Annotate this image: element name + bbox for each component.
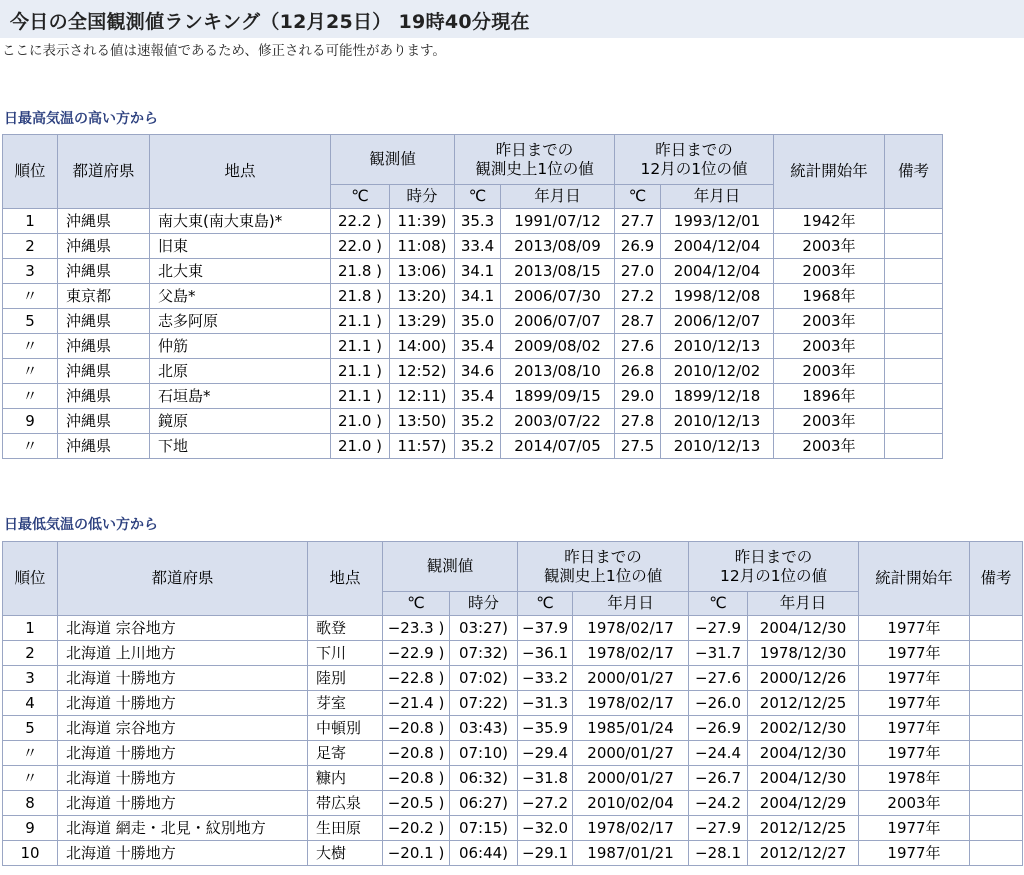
table-row — [3, 259, 943, 284]
rank-cell: 4 — [3, 691, 58, 716]
observed-time-cell: 06:32) — [450, 766, 518, 791]
header-remarks: 備考 — [885, 135, 943, 209]
prefecture-cell: 北海道 宗谷地方 — [58, 616, 308, 641]
historical-date-cell: 1899/09/15 — [501, 384, 615, 409]
place-cell: 北大東 — [150, 259, 331, 284]
historical-date-cell: 2010/02/04 — [573, 791, 689, 816]
header-december-record: 昨日までの 12月の1位の値 — [689, 542, 859, 592]
start-year-cell: 1977年 — [859, 841, 970, 866]
prefecture-cell: 東京都 — [58, 284, 150, 309]
historical-value-cell: −33.2 — [518, 666, 573, 691]
rank-cell: 2 — [3, 641, 58, 666]
place-cell: 大樹 — [308, 841, 383, 866]
observed-value-cell: −20.1 ) — [383, 841, 450, 866]
historical-date-cell: 2013/08/15 — [501, 259, 615, 284]
remarks-cell — [885, 384, 943, 409]
observed-time-cell: 07:32) — [450, 641, 518, 666]
place-cell: 足寄 — [308, 741, 383, 766]
historical-value-cell: −29.4 — [518, 741, 573, 766]
header-prefecture: 都道府県 — [58, 135, 150, 209]
prefecture-cell: 北海道 十勝地方 — [58, 691, 308, 716]
observed-time-cell: 07:15) — [450, 816, 518, 841]
observed-time-cell: 03:27) — [450, 616, 518, 641]
header-rank: 順位 — [3, 542, 58, 616]
rank-cell: 1 — [3, 209, 58, 234]
start-year-cell: 2003年 — [859, 791, 970, 816]
page-title: 今日の全国観測値ランキング（12月25日） 19時40分現在 — [10, 11, 530, 33]
prefecture-cell: 沖縄県 — [58, 384, 150, 409]
remarks-cell — [970, 666, 1023, 691]
section-heading-max: 日最高気温の高い方から — [4, 111, 158, 127]
observed-value-cell: −20.8 ) — [383, 766, 450, 791]
observed-time-cell: 07:02) — [450, 666, 518, 691]
subheader-time: 時分 — [390, 185, 455, 209]
table-row — [3, 741, 1023, 766]
table-row — [3, 616, 1023, 641]
table-row — [3, 691, 1023, 716]
december-date-cell: 2006/12/07 — [661, 309, 774, 334]
start-year-cell: 2003年 — [774, 259, 885, 284]
prefecture-cell: 沖縄県 — [58, 434, 150, 459]
december-date-cell: 2004/12/30 — [748, 766, 859, 791]
subheader-date: 年月日 — [501, 185, 615, 209]
table-row — [3, 409, 943, 434]
table-row — [3, 716, 1023, 741]
subheader-deg: ℃ — [331, 185, 390, 209]
remarks-cell — [970, 641, 1023, 666]
table-row — [3, 234, 943, 259]
start-year-cell: 1977年 — [859, 691, 970, 716]
rank-cell: 〃 — [3, 359, 58, 384]
start-year-cell: 1977年 — [859, 816, 970, 841]
december-value-cell: 27.2 — [615, 284, 661, 309]
december-date-cell: 2004/12/04 — [661, 259, 774, 284]
remarks-cell — [970, 716, 1023, 741]
table-row — [3, 666, 1023, 691]
header-start-year: 統計開始年 — [774, 135, 885, 209]
observed-time-cell: 11:08) — [390, 234, 455, 259]
observed-value-cell: −23.3 ) — [383, 616, 450, 641]
remarks-cell — [885, 284, 943, 309]
observed-time-cell: 13:06) — [390, 259, 455, 284]
start-year-cell: 1968年 — [774, 284, 885, 309]
historical-date-cell: 2003/07/22 — [501, 409, 615, 434]
december-date-cell: 2010/12/02 — [661, 359, 774, 384]
header-observed: 観測値 — [331, 135, 455, 185]
observed-value-cell: 21.8 ) — [331, 284, 390, 309]
rank-cell: 〃 — [3, 284, 58, 309]
observed-value-cell: 21.0 ) — [331, 409, 390, 434]
start-year-cell: 1977年 — [859, 616, 970, 641]
observed-value-cell: −20.8 ) — [383, 741, 450, 766]
prefecture-cell: 沖縄県 — [58, 334, 150, 359]
historical-value-cell: −32.0 — [518, 816, 573, 841]
historical-date-cell: 2014/07/05 — [501, 434, 615, 459]
historical-date-cell: 2006/07/30 — [501, 284, 615, 309]
december-value-cell: −26.0 — [689, 691, 748, 716]
place-cell: 歌登 — [308, 616, 383, 641]
historical-value-cell: 34.1 — [455, 284, 501, 309]
subheader-deg: ℃ — [383, 592, 450, 616]
ranking-table-min — [2, 541, 1023, 866]
historical-date-cell: 2009/08/02 — [501, 334, 615, 359]
start-year-cell: 2003年 — [774, 234, 885, 259]
start-year-cell: 2003年 — [774, 309, 885, 334]
place-cell: 父島* — [150, 284, 331, 309]
historical-date-cell: 1991/07/12 — [501, 209, 615, 234]
historical-date-cell: 2013/08/10 — [501, 359, 615, 384]
observed-value-cell: 22.0 ) — [331, 234, 390, 259]
observed-value-cell: 21.1 ) — [331, 359, 390, 384]
rank-cell: 9 — [3, 816, 58, 841]
historical-date-cell: 2006/07/07 — [501, 309, 615, 334]
subheader-date: 年月日 — [748, 592, 859, 616]
historical-value-cell: 34.1 — [455, 259, 501, 284]
historical-value-cell: −36.1 — [518, 641, 573, 666]
historical-value-cell: −31.3 — [518, 691, 573, 716]
december-date-cell: 1993/12/01 — [661, 209, 774, 234]
place-cell: 糠内 — [308, 766, 383, 791]
december-value-cell: 27.5 — [615, 434, 661, 459]
remarks-cell — [885, 334, 943, 359]
observed-value-cell: 22.2 ) — [331, 209, 390, 234]
historical-value-cell: 35.3 — [455, 209, 501, 234]
observed-time-cell: 11:57) — [390, 434, 455, 459]
december-value-cell: −24.4 — [689, 741, 748, 766]
table-row — [3, 434, 943, 459]
december-date-cell: 2010/12/13 — [661, 409, 774, 434]
historical-value-cell: 35.2 — [455, 409, 501, 434]
subheader-deg: ℃ — [455, 185, 501, 209]
header-remarks: 備考 — [970, 542, 1023, 616]
remarks-cell — [885, 259, 943, 284]
observed-value-cell: 21.1 ) — [331, 334, 390, 359]
place-cell: 帯広泉 — [308, 791, 383, 816]
start-year-cell: 1977年 — [859, 641, 970, 666]
subheader-deg: ℃ — [689, 592, 748, 616]
historical-date-cell: 1987/01/21 — [573, 841, 689, 866]
historical-value-cell: 35.4 — [455, 384, 501, 409]
remarks-cell — [970, 691, 1023, 716]
december-date-cell: 2010/12/13 — [661, 334, 774, 359]
observed-time-cell: 13:20) — [390, 284, 455, 309]
historical-date-cell: 1978/02/17 — [573, 816, 689, 841]
place-cell: 旧東 — [150, 234, 331, 259]
header-historical-record: 昨日までの 観測史上1位の値 — [455, 135, 615, 185]
place-cell: 芽室 — [308, 691, 383, 716]
december-value-cell: −27.6 — [689, 666, 748, 691]
december-value-cell: −26.9 — [689, 716, 748, 741]
observed-value-cell: 21.8 ) — [331, 259, 390, 284]
place-cell: 生田原 — [308, 816, 383, 841]
december-date-cell: 2004/12/30 — [748, 741, 859, 766]
rank-cell: 5 — [3, 309, 58, 334]
observed-time-cell: 12:52) — [390, 359, 455, 384]
subheader-date: 年月日 — [661, 185, 774, 209]
start-year-cell: 2003年 — [774, 359, 885, 384]
historical-date-cell: 1978/02/17 — [573, 616, 689, 641]
historical-value-cell: −37.9 — [518, 616, 573, 641]
remarks-cell — [970, 791, 1023, 816]
historical-date-cell: 2000/01/27 — [573, 741, 689, 766]
observed-value-cell: 21.1 ) — [331, 309, 390, 334]
historical-date-cell: 1985/01/24 — [573, 716, 689, 741]
prefecture-cell: 沖縄県 — [58, 234, 150, 259]
start-year-cell: 1978年 — [859, 766, 970, 791]
subheader-time: 時分 — [450, 592, 518, 616]
start-year-cell: 1977年 — [859, 741, 970, 766]
table-row — [3, 816, 1023, 841]
observed-value-cell: 21.1 ) — [331, 384, 390, 409]
ranking-table-max — [2, 134, 943, 459]
place-cell: 中頓別 — [308, 716, 383, 741]
prefecture-cell: 沖縄県 — [58, 259, 150, 284]
observed-time-cell: 13:50) — [390, 409, 455, 434]
december-date-cell: 1978/12/30 — [748, 641, 859, 666]
december-value-cell: 26.9 — [615, 234, 661, 259]
historical-value-cell: 35.0 — [455, 309, 501, 334]
rank-cell: 3 — [3, 666, 58, 691]
december-value-cell: 29.0 — [615, 384, 661, 409]
observed-time-cell: 03:43) — [450, 716, 518, 741]
rank-cell: 9 — [3, 409, 58, 434]
rank-cell: 3 — [3, 259, 58, 284]
table-row — [3, 791, 1023, 816]
historical-date-cell: 2000/01/27 — [573, 666, 689, 691]
december-value-cell: −26.7 — [689, 766, 748, 791]
subheader-deg: ℃ — [518, 592, 573, 616]
place-cell: 石垣島* — [150, 384, 331, 409]
section-heading-min: 日最低気温の低い方から — [4, 517, 158, 533]
header-observed: 観測値 — [383, 542, 518, 592]
historical-value-cell: −35.9 — [518, 716, 573, 741]
december-date-cell: 2010/12/13 — [661, 434, 774, 459]
remarks-cell — [970, 741, 1023, 766]
start-year-cell: 2003年 — [774, 434, 885, 459]
december-value-cell: 27.6 — [615, 334, 661, 359]
prefecture-cell: 北海道 網走・北見・紋別地方 — [58, 816, 308, 841]
table-row — [3, 641, 1023, 666]
rank-cell: 〃 — [3, 741, 58, 766]
subheader-date: 年月日 — [573, 592, 689, 616]
table-row — [3, 309, 943, 334]
historical-value-cell: −29.1 — [518, 841, 573, 866]
historical-date-cell: 1978/02/17 — [573, 691, 689, 716]
rank-cell: 10 — [3, 841, 58, 866]
december-value-cell: −31.7 — [689, 641, 748, 666]
rank-cell: 5 — [3, 716, 58, 741]
remarks-cell — [885, 409, 943, 434]
december-date-cell: 2004/12/04 — [661, 234, 774, 259]
remarks-cell — [885, 309, 943, 334]
place-cell: 志多阿原 — [150, 309, 331, 334]
table-row — [3, 284, 943, 309]
observed-time-cell: 12:11) — [390, 384, 455, 409]
historical-value-cell: −31.8 — [518, 766, 573, 791]
december-value-cell: −24.2 — [689, 791, 748, 816]
historical-value-cell: −27.2 — [518, 791, 573, 816]
remarks-cell — [885, 209, 943, 234]
december-date-cell: 2012/12/25 — [748, 816, 859, 841]
december-date-cell: 2000/12/26 — [748, 666, 859, 691]
observed-time-cell: 14:00) — [390, 334, 455, 359]
december-date-cell: 2004/12/30 — [748, 616, 859, 641]
start-year-cell: 2003年 — [774, 334, 885, 359]
observed-time-cell: 06:27) — [450, 791, 518, 816]
header-prefecture: 都道府県 — [58, 542, 308, 616]
prefecture-cell: 北海道 十勝地方 — [58, 666, 308, 691]
rank-cell: 〃 — [3, 434, 58, 459]
header-historical-record: 昨日までの 観測史上1位の値 — [518, 542, 689, 592]
place-cell: 下地 — [150, 434, 331, 459]
observed-time-cell: 13:29) — [390, 309, 455, 334]
remarks-cell — [885, 434, 943, 459]
december-date-cell: 2012/12/27 — [748, 841, 859, 866]
rank-cell: 2 — [3, 234, 58, 259]
december-value-cell: 27.0 — [615, 259, 661, 284]
start-year-cell: 2003年 — [774, 409, 885, 434]
observed-time-cell: 06:44) — [450, 841, 518, 866]
remarks-cell — [885, 234, 943, 259]
prefecture-cell: 北海道 十勝地方 — [58, 791, 308, 816]
observed-time-cell: 11:39) — [390, 209, 455, 234]
start-year-cell: 1977年 — [859, 666, 970, 691]
historical-value-cell: 35.2 — [455, 434, 501, 459]
place-cell: 下川 — [308, 641, 383, 666]
december-value-cell: 28.7 — [615, 309, 661, 334]
historical-date-cell: 2000/01/27 — [573, 766, 689, 791]
observed-value-cell: −20.2 ) — [383, 816, 450, 841]
december-date-cell: 1998/12/08 — [661, 284, 774, 309]
title-bar — [0, 0, 1024, 38]
observed-value-cell: −22.9 ) — [383, 641, 450, 666]
remarks-cell — [970, 841, 1023, 866]
prefecture-cell: 沖縄県 — [58, 309, 150, 334]
december-value-cell: −28.1 — [689, 841, 748, 866]
observed-time-cell: 07:22) — [450, 691, 518, 716]
table-row — [3, 359, 943, 384]
start-year-cell: 1977年 — [859, 716, 970, 741]
place-cell: 鏡原 — [150, 409, 331, 434]
december-date-cell: 2004/12/29 — [748, 791, 859, 816]
observed-value-cell: −20.8 ) — [383, 716, 450, 741]
prefecture-cell: 北海道 十勝地方 — [58, 766, 308, 791]
remarks-cell — [885, 359, 943, 384]
historical-date-cell: 1978/02/17 — [573, 641, 689, 666]
start-year-cell: 1896年 — [774, 384, 885, 409]
place-cell: 南大東(南大東島)* — [150, 209, 331, 234]
rank-cell: 〃 — [3, 334, 58, 359]
header-place: 地点 — [150, 135, 331, 209]
remarks-cell — [970, 616, 1023, 641]
header-december-record: 昨日までの 12月の1位の値 — [615, 135, 774, 185]
rank-cell: 1 — [3, 616, 58, 641]
place-cell: 仲筋 — [150, 334, 331, 359]
historical-date-cell: 2013/08/09 — [501, 234, 615, 259]
observed-value-cell: 21.0 ) — [331, 434, 390, 459]
header-start-year: 統計開始年 — [859, 542, 970, 616]
header-rank: 順位 — [3, 135, 58, 209]
december-value-cell: −27.9 — [689, 616, 748, 641]
observed-value-cell: −22.8 ) — [383, 666, 450, 691]
prefecture-cell: 北海道 上川地方 — [58, 641, 308, 666]
december-value-cell: 27.8 — [615, 409, 661, 434]
prefecture-cell: 北海道 十勝地方 — [58, 841, 308, 866]
subheader-deg: ℃ — [615, 185, 661, 209]
table-row — [3, 766, 1023, 791]
prefecture-cell: 北海道 十勝地方 — [58, 741, 308, 766]
observed-value-cell: −20.5 ) — [383, 791, 450, 816]
disclaimer-note: ここに表示される値は速報値であるため、修正される可能性があります。 — [2, 43, 446, 59]
prefecture-cell: 沖縄県 — [58, 409, 150, 434]
historical-value-cell: 34.6 — [455, 359, 501, 384]
table-row — [3, 384, 943, 409]
observed-time-cell: 07:10) — [450, 741, 518, 766]
start-year-cell: 1942年 — [774, 209, 885, 234]
remarks-cell — [970, 766, 1023, 791]
prefecture-cell: 沖縄県 — [58, 359, 150, 384]
december-value-cell: 26.8 — [615, 359, 661, 384]
rank-cell: 8 — [3, 791, 58, 816]
header-place: 地点 — [308, 542, 383, 616]
place-cell: 北原 — [150, 359, 331, 384]
december-date-cell: 2002/12/30 — [748, 716, 859, 741]
prefecture-cell: 北海道 宗谷地方 — [58, 716, 308, 741]
table-row — [3, 209, 943, 234]
observed-value-cell: −21.4 ) — [383, 691, 450, 716]
table-row — [3, 334, 943, 359]
historical-value-cell: 33.4 — [455, 234, 501, 259]
remarks-cell — [970, 816, 1023, 841]
place-cell: 陸別 — [308, 666, 383, 691]
rank-cell: 〃 — [3, 384, 58, 409]
rank-cell: 〃 — [3, 766, 58, 791]
december-date-cell: 2012/12/25 — [748, 691, 859, 716]
prefecture-cell: 沖縄県 — [58, 209, 150, 234]
december-date-cell: 1899/12/18 — [661, 384, 774, 409]
table-row — [3, 841, 1023, 866]
december-value-cell: −27.9 — [689, 816, 748, 841]
historical-value-cell: 35.4 — [455, 334, 501, 359]
december-value-cell: 27.7 — [615, 209, 661, 234]
